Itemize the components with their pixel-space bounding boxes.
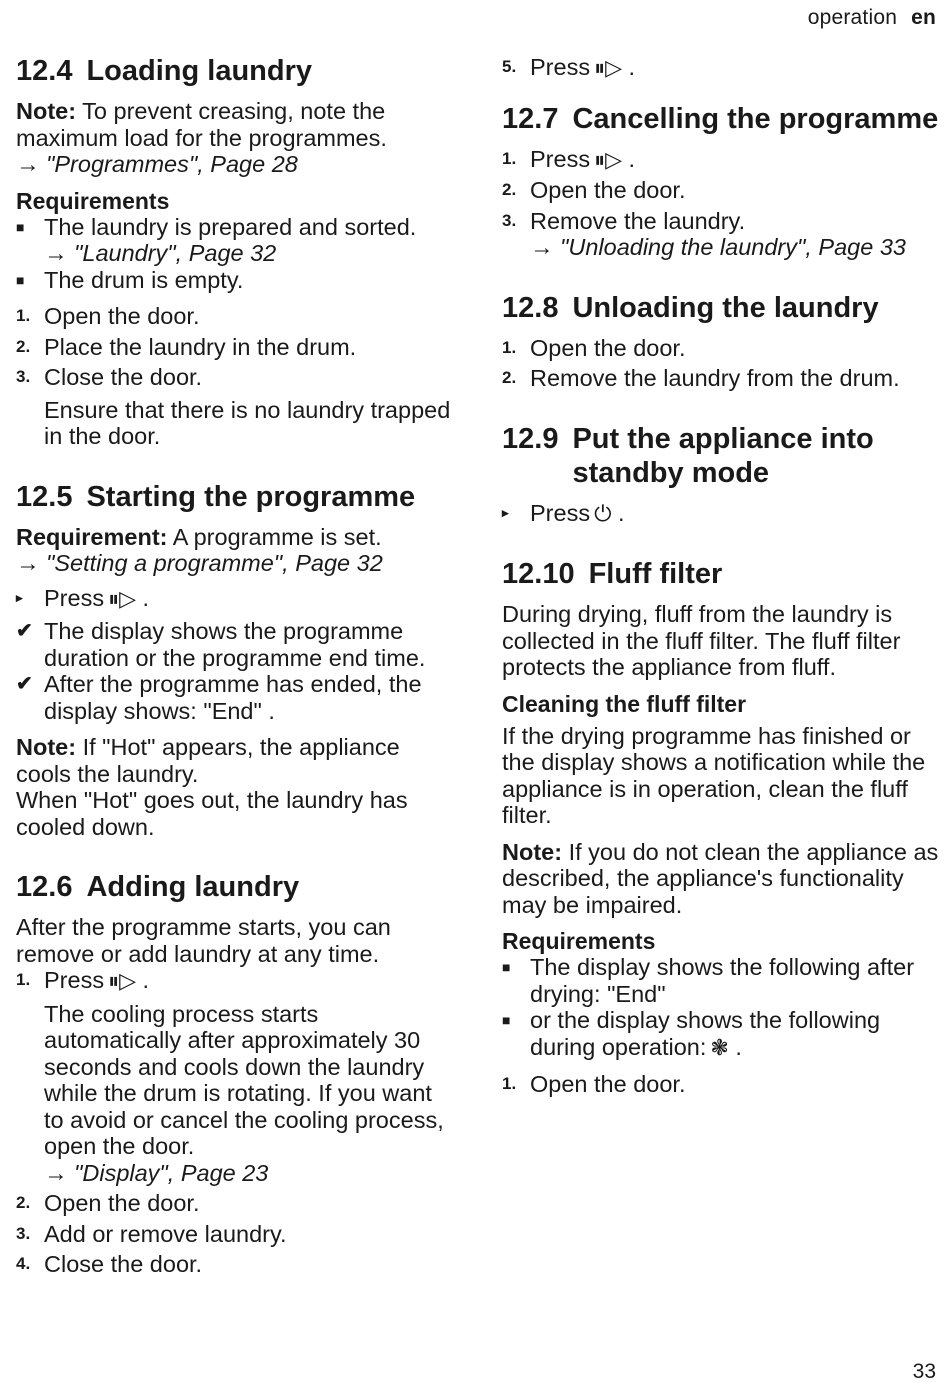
start-pause-icon: ⏸︎▷ [108,585,136,611]
list-item: 3. Remove the laundry. → "Unloading the laundry", Page 33 [502,207,906,260]
checkmark-icon: ✔ [16,620,33,642]
left-column [16,54,456,1278]
checkmark-icon: ✔ [16,673,33,695]
square-bullet-icon: ■ [16,218,25,235]
steps-list [502,146,942,261]
cross-reference: → "Display", Page 23 [44,1159,269,1186]
start-pause-icon: ⏸︎▷ [594,146,622,172]
action-item: ▸ Press ⏻ . [502,499,625,526]
list-item: ■ The drum is empty. [16,266,244,293]
section-12-8 [502,291,942,392]
list-item: 2. Open the door. [502,177,686,203]
note: Note: If "Hot" appears, the appliance cools the laundry. [16,734,400,787]
list-item: 1. Press ⏸︎▷ . [502,145,636,172]
list-item: 1. Press ⏸︎▷ . [16,967,150,993]
list-item: 3. Close the door. [16,364,203,390]
list-item: 5. Press ⏸︎▷ . [502,54,636,80]
page-header [808,6,936,30]
fluff-filter-icon: ❃ [710,1034,729,1060]
start-pause-icon: ⏸︎▷ [594,55,622,80]
section-heading: 12.4 Loading laundry [16,55,313,87]
note-continued: When "Hot" goes out, the laundry has cooled down. [16,787,408,840]
result-item: ✔ The display shows the programme duration or the programme end time. [16,618,426,671]
body-text: If the drying programme has finished or the display shows a notification while the appliance is in operation, clean the fluff filter. [502,722,926,828]
right-column [502,54,942,1098]
list-item: 1. Open the door. [502,1071,686,1097]
square-bullet-icon: ■ [502,959,511,975]
list-item: ■ The laundry is prepared and sorted. → "Laundry", Page 32 [16,213,417,266]
page-number: 33 [912,1360,936,1383]
power-icon: ⏻ [594,500,612,526]
square-bullet-icon: ■ [502,1012,511,1028]
steps-list [16,967,456,1278]
result-item: ✔ After the programme has ended, the display shows: "End" . [16,671,422,724]
cross-reference: → "Programmes", Page 28 [16,151,298,177]
section-heading: 12.10 Fluff filter [502,558,723,590]
list-item: 1. Open the door. [16,303,200,329]
list-item: 2. Place the laundry in the drum. [16,333,357,360]
requirements-list [502,954,942,1061]
section-12-6 [16,870,456,1278]
steps-list [502,335,942,392]
step-detail: Ensure that there is no laundry trapped in the door. [44,396,451,449]
subsection-heading: Cleaning the fluff filter [502,690,747,717]
steps-list [16,303,456,450]
triangle-bullet-icon: ▸ [502,504,509,520]
note: Note: To prevent creasing, note the maximum load for the programmes. [16,98,387,151]
section-heading: 12.7 Cancelling the programme [502,102,939,135]
list-item: 4. Close the door. [16,1251,203,1277]
requirement: Requirement: A programme is set. [16,523,382,550]
square-bullet-icon: ■ [16,271,25,288]
start-pause-icon: ⏸︎▷ [108,968,136,993]
requirements-heading: Requirements [502,928,656,954]
header-section: operation [807,6,898,29]
cross-reference: → "Setting a programme", Page 32 [16,550,383,576]
triangle-bullet-icon: ▸ [16,589,23,605]
note: Note: If you do not clean the appliance as described, the appliance's functionality may be impaired. [502,838,939,918]
section-heading: 12.5 Starting the programme [16,480,416,513]
intro-text: After the programme starts, you can remove or add laundry at any time. [16,914,391,967]
section-12-4 [16,54,456,450]
section-12-9 [502,422,942,528]
list-item: 2. Remove the laundry from the drum. [502,365,900,391]
cross-reference: → "Laundry", Page 32 [44,240,277,266]
list-item: ■ The display shows the following after drying: "End" [502,954,915,1007]
section-12-5 [16,480,456,841]
cross-reference: → "Unloading the laundry", Page 33 [530,234,906,260]
list-item: ■ or the display shows the following during operation: ❃ . [502,1007,881,1060]
list-item: 1. Open the door. [502,334,686,361]
section-12-10 [502,557,942,1098]
section-12-7 [502,102,942,261]
step-detail: The cooling process starts automatically after approximately 30 seconds and cools down the laundry while the drum is rotating. If you want to avoid or cancel the cooling process, open the door. [44,1000,444,1159]
list-item: 3. Add or remove laundry. [16,1220,287,1247]
header-language: en [911,6,936,29]
section-heading: 12.8 Unloading the laundry [502,291,879,324]
requirements-list [16,214,456,294]
list-item: 2. Open the door. [16,1190,200,1216]
requirements-heading: Requirements [16,187,170,214]
action-item: ▸ Press ⏸︎▷ . [16,584,150,611]
section-heading: 12.6 Adding laundry [16,871,300,903]
section-heading: 12.9 Put the appliance into standby mode [502,422,874,489]
intro-text: During drying, fluff from the laundry is collected in the fluff filter. The fluff filter protects the appliance from fluff. [502,601,901,680]
